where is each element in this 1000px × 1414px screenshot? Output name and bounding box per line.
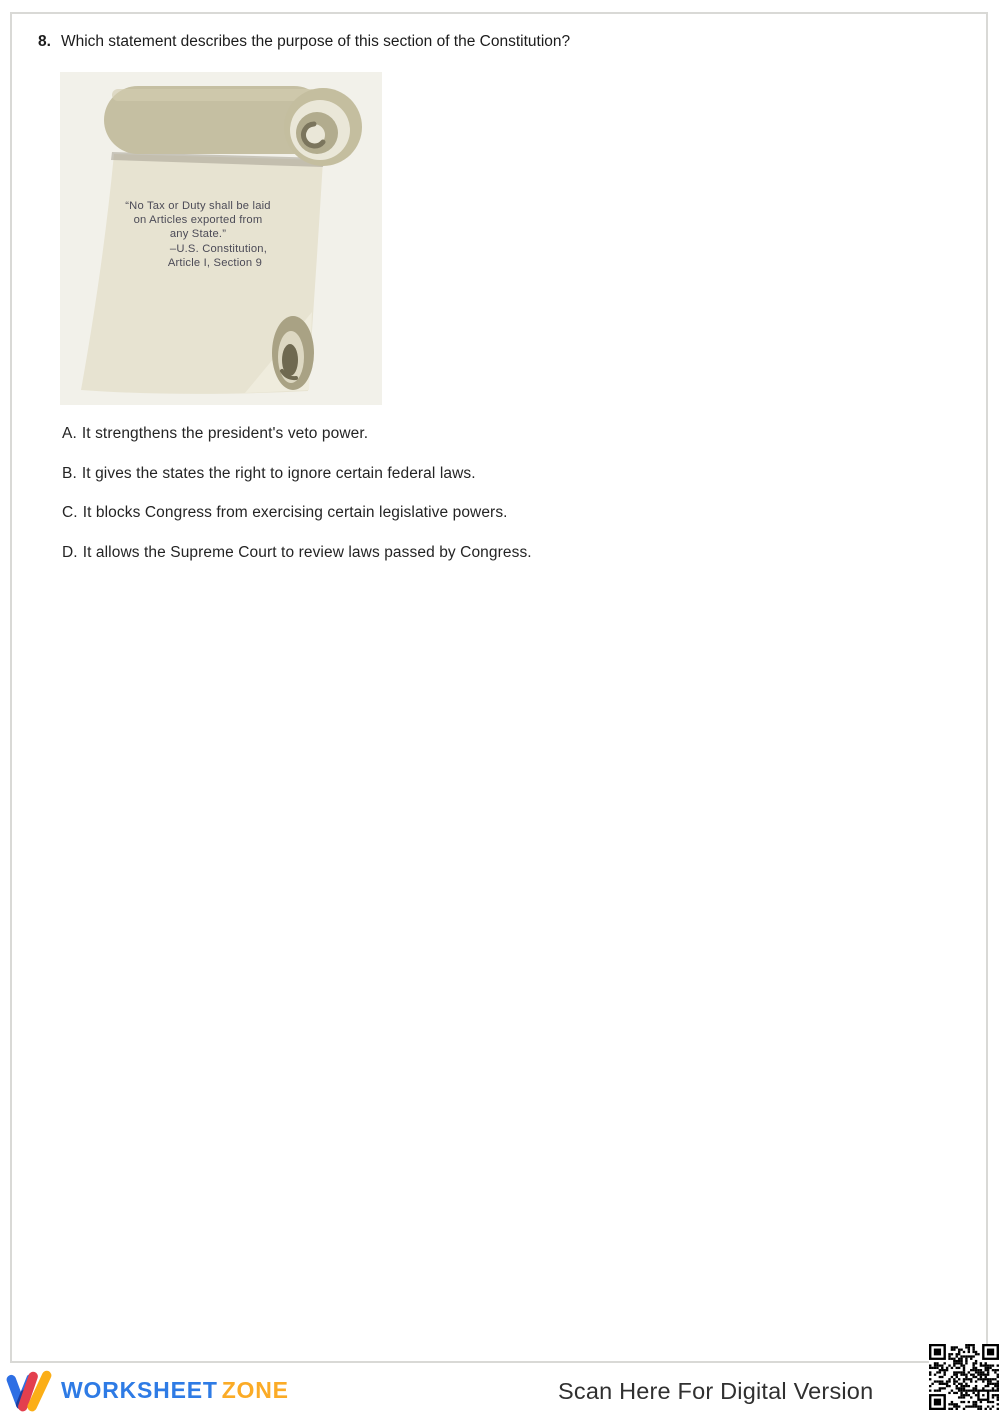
question-row bbox=[38, 32, 948, 52]
qr-finder-bottom-left bbox=[929, 1394, 946, 1410]
constitution-scroll-image bbox=[60, 72, 382, 405]
worksheetzone-logo[interactable] bbox=[4, 1366, 289, 1414]
choice-c bbox=[62, 504, 942, 521]
worksheetzone-w-icon bbox=[4, 1367, 54, 1413]
quote-attribution-2: Article I, Section 9 bbox=[167, 257, 262, 269]
question-text: Which statement describes the purpose of this section of the Constitution? bbox=[60, 33, 571, 50]
choice-a-label: A. bbox=[62, 425, 77, 442]
scroll-roll-highlight bbox=[112, 89, 317, 101]
choice-d bbox=[62, 544, 942, 561]
qr-code-graphic bbox=[929, 1344, 999, 1410]
brand-word-worksheet: WORKSHEET bbox=[61, 1376, 218, 1403]
choice-a bbox=[62, 425, 942, 442]
brand-word-zone: ZONE bbox=[221, 1376, 289, 1403]
choice-a-text: It strengthens the president's veto power. bbox=[81, 425, 369, 442]
quote-attribution-1: –U.S. Constitution, bbox=[169, 243, 267, 255]
qr-finder-top-left bbox=[929, 1344, 946, 1360]
choice-b bbox=[62, 465, 942, 482]
qr-alignment-pattern bbox=[977, 1390, 989, 1401]
scroll-bottom-curl bbox=[272, 316, 314, 390]
answer-choices bbox=[62, 425, 942, 583]
quote-line-3: any State.” bbox=[169, 228, 227, 240]
quote-line-1: “No Tax or Duty shall be laid bbox=[125, 200, 271, 212]
choice-b-text: It gives the states the right to ignore certain federal laws. bbox=[81, 464, 476, 482]
choice-d-text: It allows the Supreme Court to review laws passed by Congress. bbox=[82, 543, 532, 561]
quote-line-2: on Articles exported from bbox=[133, 214, 263, 226]
scroll-illustration bbox=[60, 72, 382, 405]
scan-here-label: Scan Here For Digital Version bbox=[558, 1378, 874, 1404]
brand-wordmark bbox=[61, 1377, 289, 1404]
qr-finder-top-right bbox=[982, 1344, 999, 1360]
choice-c-text: It blocks Congress from exercising certain legislative powers. bbox=[82, 504, 508, 521]
choice-d-label: D. bbox=[62, 543, 78, 561]
question-number: 8. bbox=[38, 33, 51, 50]
qr-code bbox=[929, 1344, 999, 1410]
scroll-top-curl bbox=[284, 88, 362, 166]
choice-c-label: C. bbox=[62, 504, 78, 521]
choice-b-label: B. bbox=[62, 464, 77, 482]
